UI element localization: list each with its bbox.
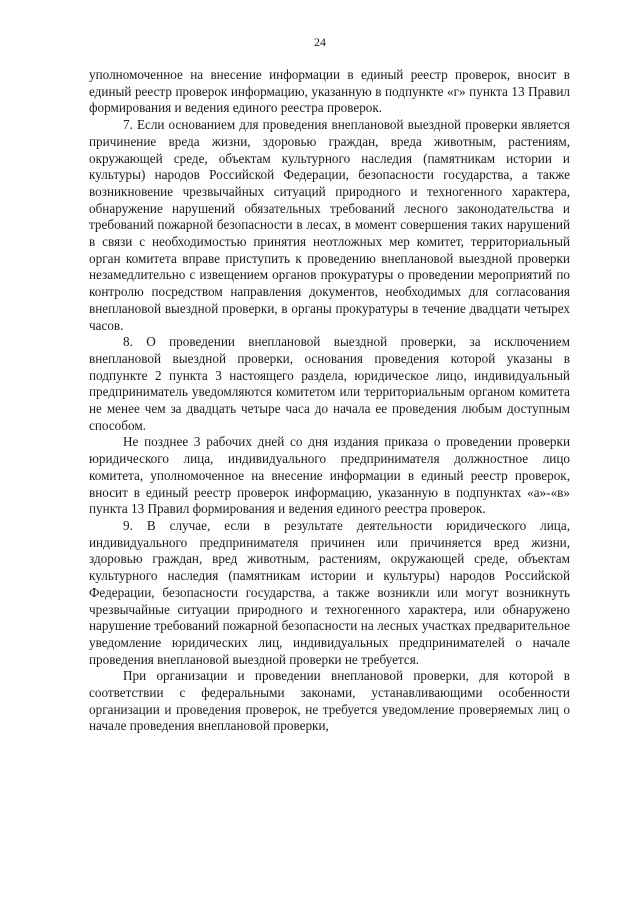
paragraph-continuation: уполномоченное на внесение информации в единый реестр проверок, вносит в единый реестр проверок информацию, указанную в подпункте «г» пункта 13 Правил формирования и ведения единого реестра проверок. <box>89 67 570 116</box>
paragraph-item-7: 7. Если основанием для проведения внеплановой выездной проверки является причинение вреда жизни, здоровью граждан, вреда животным, растениям, окружающей среде, объектам культурного наследия (памятникам истории и культуры) народов Российской Федерации, безопасности государства, а также возникновение чрезвычайных ситуаций природного и техногенного характера, обнаружение нарушений обязательных требований лесного законодательства и требований пожарной безопасности в лесах, в момент совершения таких нарушений в связи с необходимостью принятия неотложных мер комитет, территориальный орган комитета вправе приступить к проведению внеплановой выездной проверки незамедлительно с извещением органов прокуратуры о проведении мероприятий по контролю посредством направления документов, необходимых для согласования внеплановой выездной проверки, в органы прокуратуры в течение двадцати четырех часов. <box>89 117 570 333</box>
document-body <box>89 67 570 735</box>
page-number: 24 <box>314 35 326 49</box>
paragraph-unscheduled-inspection: При организации и проведении внеплановой проверки, для которой в соответствии с федеральными законами, устанавливающими особенности организации и проведения проверок, не требуется уведомление проверяемых лиц о начале проведения внеплановой проверки, <box>89 668 570 734</box>
paragraph-item-8-registry: Не позднее 3 рабочих дней со дня издания приказа о проведении проверки юридического лица, индивидуального предпринимателя должностное лицо комитета, уполномоченное на внесение информации в единый реестр проверок, вносит в единый реестр проверок информацию, указанную в подпунктах «а»-«в» пункта 13 Правил формирования и ведения единого реестра проверок. <box>89 434 570 517</box>
paragraph-item-9: 9. В случае, если в результате деятельности юридического лица, индивидуального предпринимателя причинен или причиняется вред жизни, здоровью граждан, вред животным, растениям, окружающей среде, объектам культурного наследия (памятникам истории и культуры) народов Российской Федерации, безопасности государства, а также возникли или могут возникнуть чрезвычайные ситуации природного и техногенного характера, или обнаружено нарушение требований пожарной безопасности на лесных участках предварительное уведомление юридических лиц, индивидуальных предпринимателей о начале проведения внеплановой выездной проверки не требуется. <box>89 517 570 667</box>
paragraph-item-8: 8. О проведении внеплановой выездной проверки, за исключением внеплановой выездной проверки, основания проведения которой указаны в подпункте 2 пункта 3 настоящего раздела, юридическое лицо, индивидуальный предприниматель уведомляются комитетом или территориальным органом комитета не менее чем за двадцать четыре часа до начала ее проведения любым доступным способом. <box>89 334 570 433</box>
